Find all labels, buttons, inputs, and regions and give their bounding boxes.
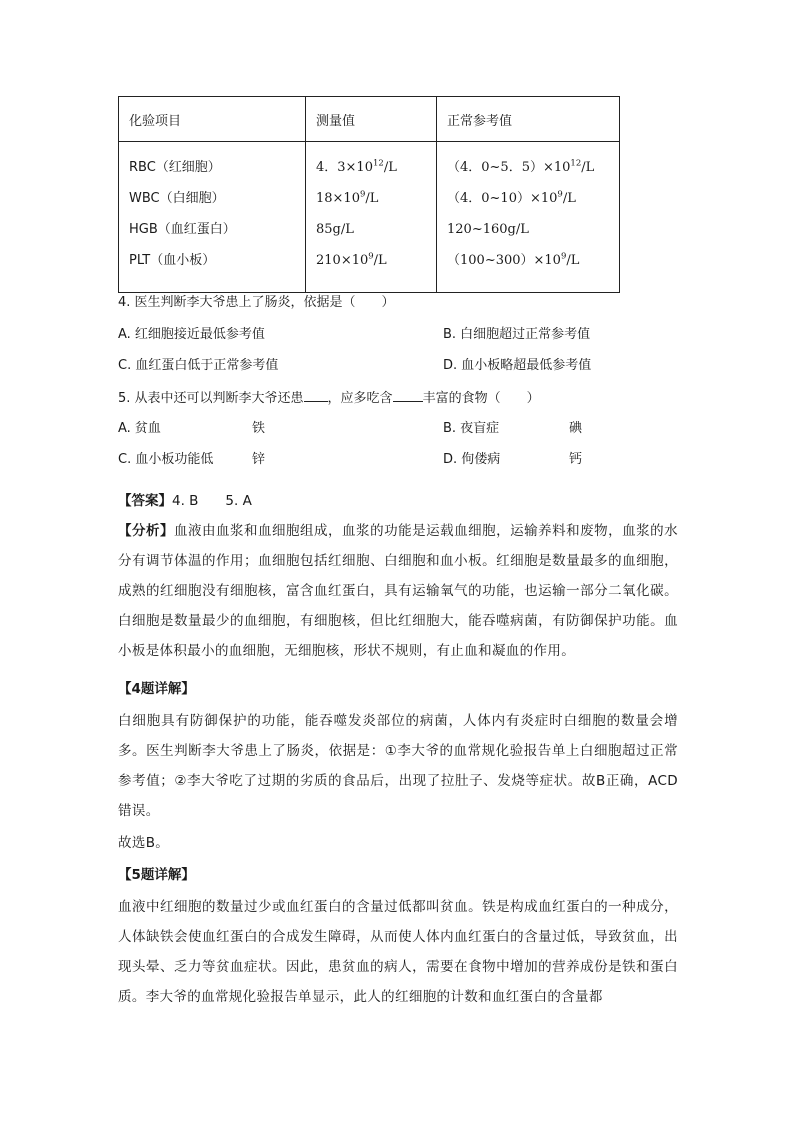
blood-test-table xyxy=(118,96,620,293)
analysis-text: 血液由血浆和血细胞组成，血浆的功能是运载血细胞，运输养料和废物，血浆的水分有调节体温的作用；血细胞包括红细胞、白细胞和血小板。红细胞是数量最多的血细胞，成熟的红细胞没有细胞核，富含血红蛋白，具有运输氧气的功能，也运输一部分二氧化碳。白细胞是数量最少的血细胞，有细胞核，但比红细胞大，能吞噬病菌，有防御保护功能。血小板是体积最小的血细胞，无细胞核，形状不规则，有止血和凝血的作用。 xyxy=(118,523,678,659)
item-hgb: HGB（血红蛋白） xyxy=(129,222,236,237)
detail-4-conclusion: 故选B。 xyxy=(118,835,170,851)
value-wbc: $18\times 10^9/L$ xyxy=(316,189,379,206)
q4-option-d: D. 血小板略超最低参考值 xyxy=(443,358,592,373)
q5-option-b-label: B. 夜盲症 xyxy=(443,421,500,436)
ref-plt: $(100\sim 300)\times 10^9/L$ xyxy=(447,251,580,268)
answer-text: 4. B 5. A xyxy=(172,493,252,509)
q4-option-c: C. 血红蛋白低于正常参考值 xyxy=(118,358,279,373)
table-header-row xyxy=(119,97,620,142)
q4-option-a: A. 红细胞接近最低参考值 xyxy=(118,327,265,342)
value-rbc: 4．$3\times 10^{12}/L$ xyxy=(316,158,397,175)
q5-option-b-value: 碘 xyxy=(569,421,583,436)
q5-option-a-value: 铁 xyxy=(252,421,266,436)
value-hgb: 85g/L xyxy=(316,222,354,237)
item-column xyxy=(119,142,306,293)
q5-option-d-label: D. 佝偻病 xyxy=(443,452,501,467)
answer-tag: 【答案】 xyxy=(118,493,172,509)
q5-option-c-label: C. 血小板功能低 xyxy=(118,452,214,467)
item-plt: PLT（血小板） xyxy=(129,253,216,268)
q4-option-b: B. 白细胞超过正常参考值 xyxy=(443,327,591,342)
q5-option-a-label: A. 贫血 xyxy=(118,421,161,436)
blank-2 xyxy=(393,387,423,402)
blank-1 xyxy=(304,387,328,402)
analysis-tag: 【分析】 xyxy=(118,523,175,539)
detail-5-text: 血液中红细胞的数量过少或血红蛋白的含量过低都叫贫血。铁是构成血红蛋白的一种成分，人体缺铁会使血红蛋白的合成发生障碍，从而使人体内血红蛋白的含量过低，导致贫血，出现头晕、乏力等贫血症状。因此，患贫血的病人，需要在食物中增加的营养成份是铁和蛋白质。李大爷的血常规化验报告单显示，此人的红细胞的计数和血红蛋白的含量都 xyxy=(118,899,678,1005)
item-rbc: RBC（红细胞） xyxy=(129,160,221,175)
detail-4-text: 白细胞具有防御保护的功能，能吞噬发炎部位的病菌，人体内有炎症时白细胞的数量会增多。医生判断李大爷患上了肠炎，依据是：①李大爷的血常规化验报告单上白细胞超过正常参考值；②李大爷吃了过期的劣质的食品后，出现了拉肚子、发烧等症状。故B正确，ACD错误。 xyxy=(118,713,678,819)
table-header-item: 化验项目 xyxy=(119,97,306,142)
ref-rbc: （4．0~5．$5)\times 10^{12}/L$ xyxy=(447,158,595,175)
reference-column xyxy=(437,142,620,293)
answer-line xyxy=(118,491,252,511)
q5-option-d-value: 钙 xyxy=(569,452,583,467)
ref-wbc: （4．$0\sim 10)\times 10^9/L$ xyxy=(447,189,576,206)
value-plt: $210\times 10^9/L$ xyxy=(316,251,387,268)
table-header-reference: 正常参考值 xyxy=(437,97,620,142)
measured-column xyxy=(306,142,437,293)
table-body-row xyxy=(119,142,620,293)
analysis-paragraph xyxy=(118,516,678,666)
question-5-stem: 5. 从表中还可以判断李大爷还患 ，应多吃含 丰富的食物（ ） xyxy=(118,387,540,409)
detail-4-heading: 【4题详解】 xyxy=(118,681,195,697)
question-4-stem: 4. 医生判断李大爷患上了肠炎，依据是（ ） xyxy=(118,295,395,310)
ref-hgb: 120~160g/L xyxy=(447,222,529,237)
detail-5-heading: 【5题详解】 xyxy=(118,867,195,883)
item-wbc: WBC（白细胞） xyxy=(129,191,225,206)
q5-option-c-value: 锌 xyxy=(252,452,266,467)
table-header-measured: 测量值 xyxy=(306,97,437,142)
